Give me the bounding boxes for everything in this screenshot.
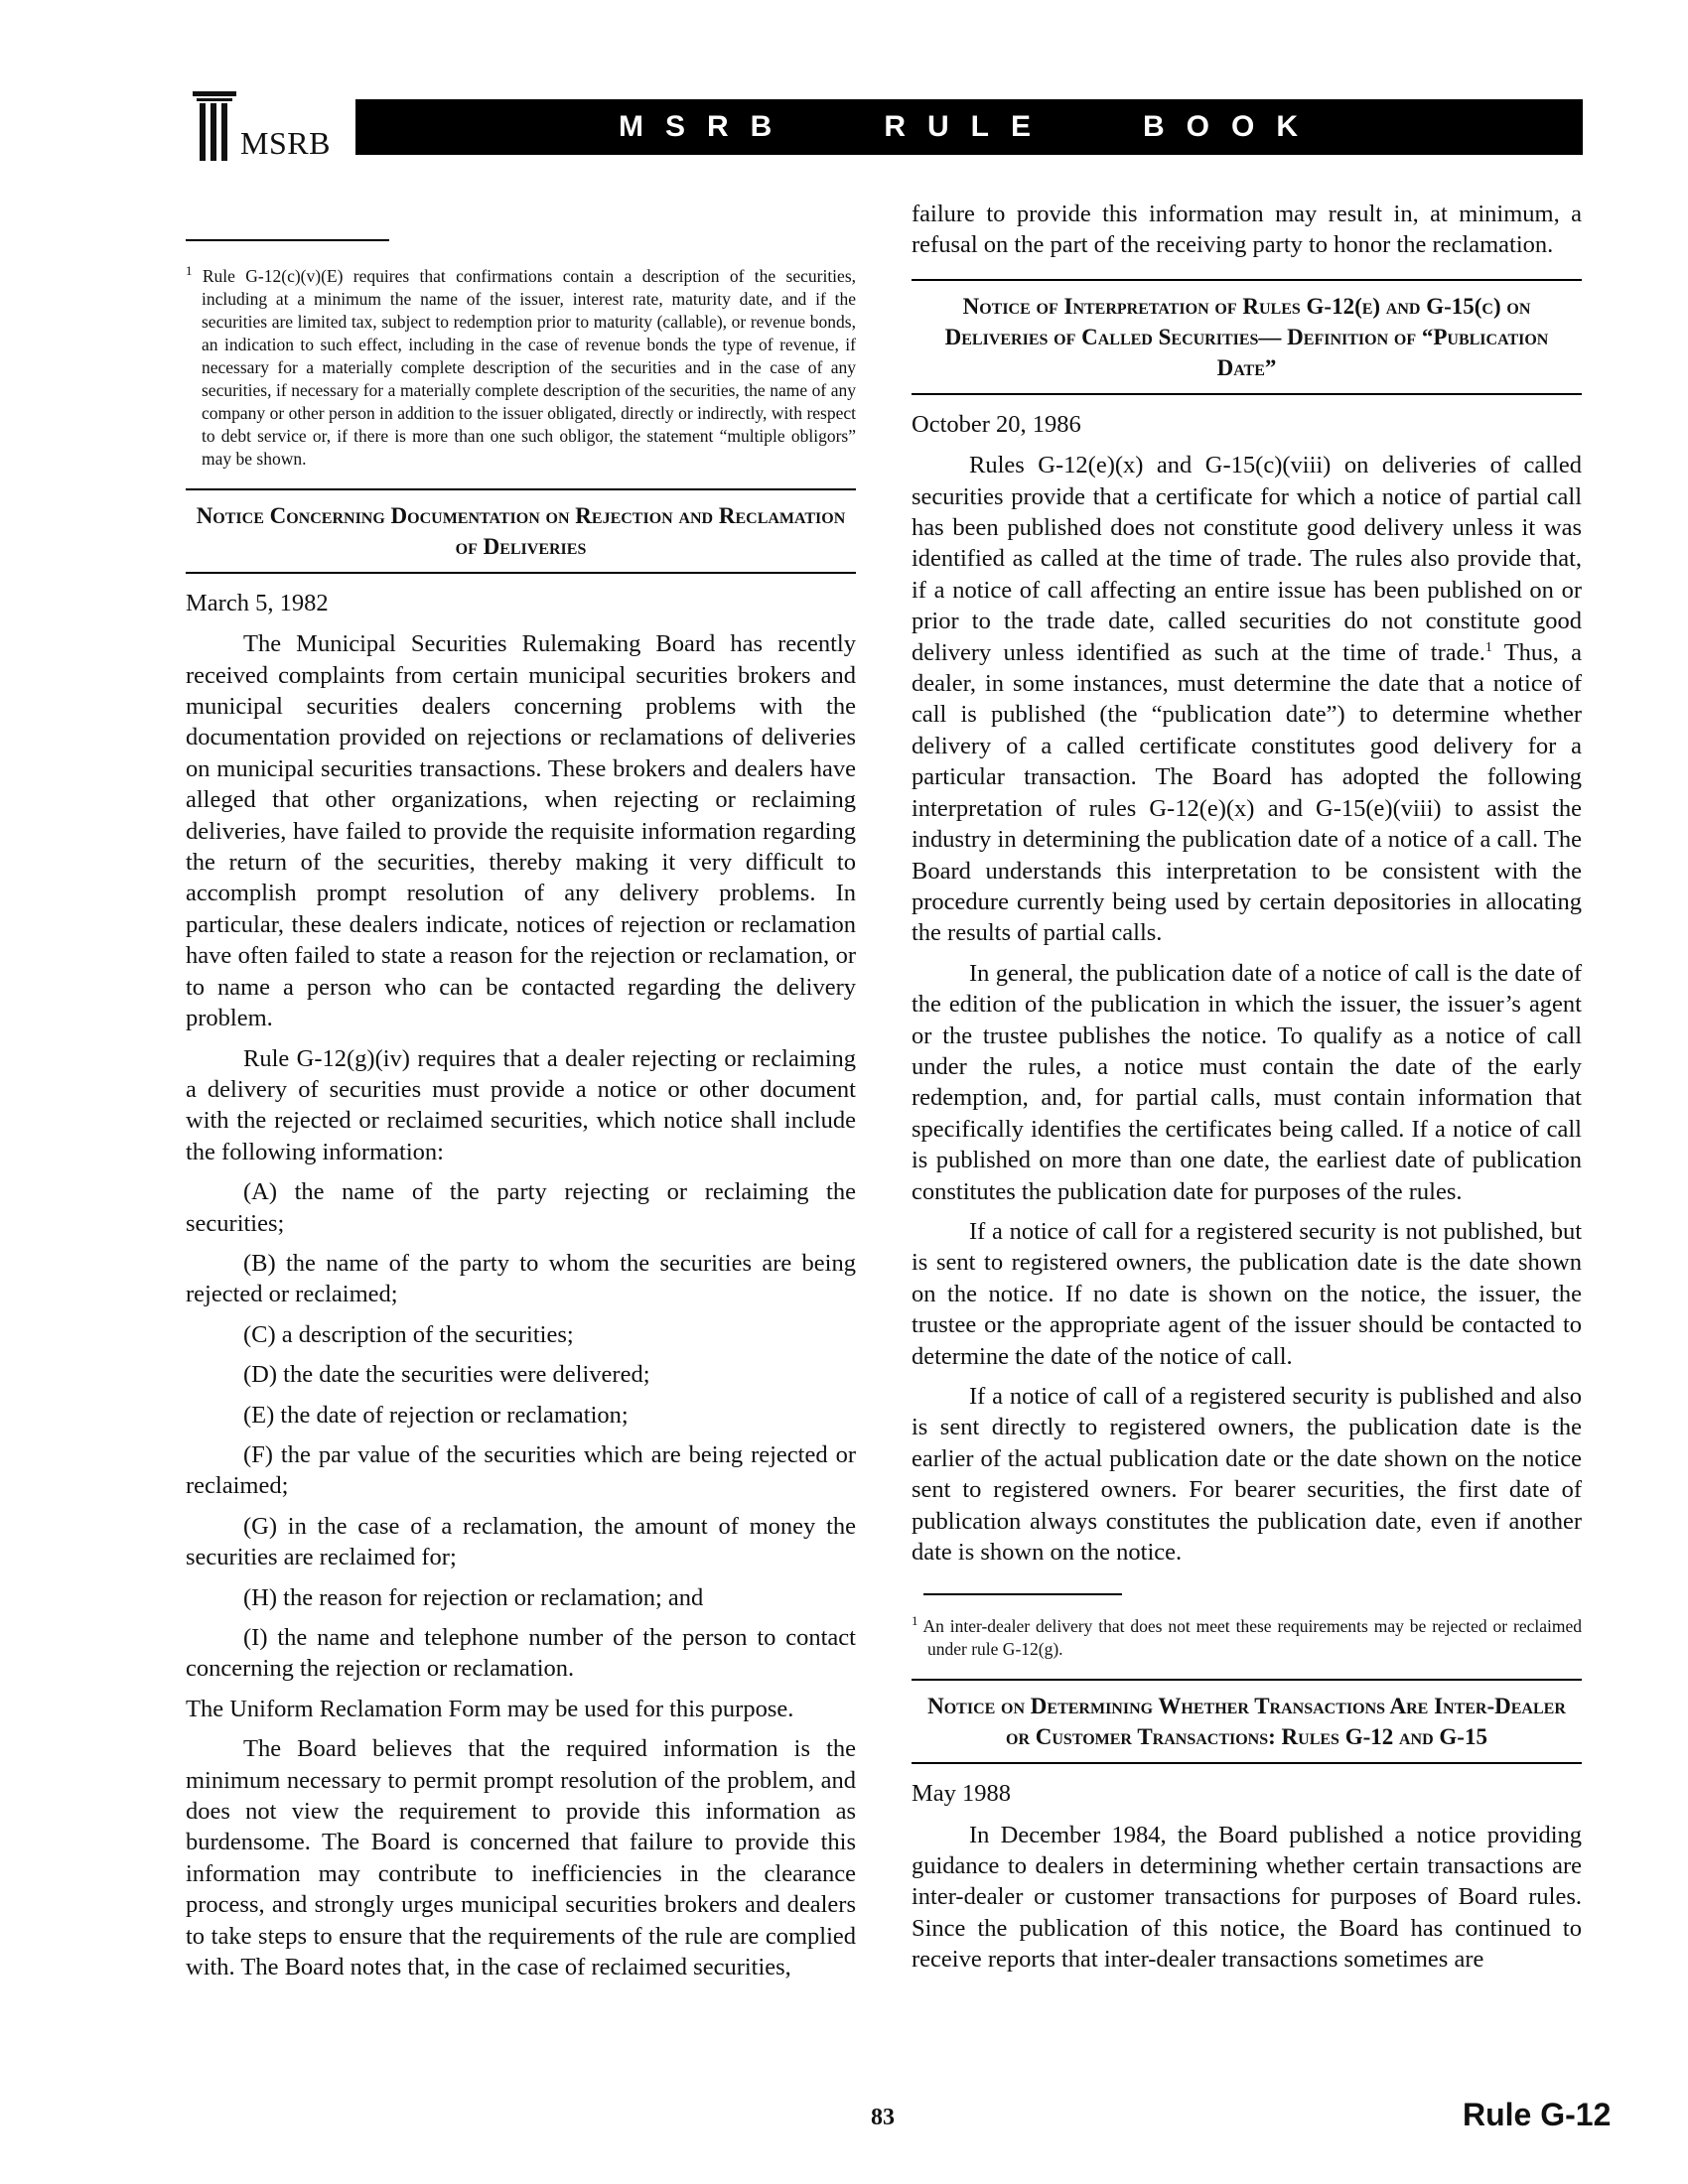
section-date: October 20, 1986 [912, 410, 1081, 438]
list-item: (H) the reason for rejection or reclamation; and [243, 1583, 704, 1611]
list-item: (D) the date the securities were delivered; [243, 1361, 650, 1389]
paragraph: Rule G-12(g)(iv) requires that a dealer rejecting or reclaiming a delivery of securities must provide a notice or other document with the rejected or reclaimed securities, which notice shall include the following information: [186, 1044, 856, 1165]
rule-label: Rule G-12 [1463, 2097, 1612, 2132]
footnote-text: Rule G-12(c)(v)(E) requires that confirmations contain a description of the securities, including at a minimum the name of the issuer, interest rate, maturity date, and if the securities are limited tax, subject to redemption prior to maturity (callable), or revenue bonds, an indication to such effect, including in the case of revenue bonds the type of revenue, if necessary for a materially complete description of the securities and in the case of any securities, if necessary for a materially complete description of the securities, the name of any company or other person in addition to the issuer obligated, directly or indirectly, with respect to debt service or, if there is more than one such obligor, the statement “multiple obligors” may be shown. [202, 265, 856, 469]
list-item: (B) the name of the party to whom the securities are being rejected or reclaimed; [186, 1249, 856, 1308]
footnote-text: An inter-dealer delivery that does not meet these requirements may be rejected or reclaimed under rule G-12(g). [922, 1616, 1582, 1660]
list-item: (E) the date of rejection or reclamation; [243, 1401, 629, 1429]
section-date: May 1988 [912, 1780, 1012, 1808]
paragraph-text: Thus, a dealer, in some instances, must determine the date that a notice of call is published (the “publication date”) to determine whether delivery of a called certificate constitutes good delivery for a particular transaction. The Board has adopted the following interpretation of rules G-12(e)(x) and G-15(e)(viii) to assist the industry in determining the publication date of a notice of a call. The Board understands this interpretation to be consistent with the procedure currently being used by certain depositories in allocating the results of partial calls. [912, 638, 1582, 947]
list-item: (I) the name and telephone number of the person to contact concerning the rejection or reclamation. [186, 1624, 856, 1683]
list-item: (F) the par value of the securities which are being rejected or reclaimed; [186, 1440, 856, 1500]
msrb-logo [191, 91, 350, 163]
paragraph: If a notice of call for a registered security is not published, but is sent to registered owners, the publication date is the date shown on the notice. If no date is shown on the notice, the issuer, the trustee or the appropriate agent of the issuer should be contacted to determine the date of the notice of call. [912, 1217, 1582, 1370]
list-item: (A) the name of the party rejecting or reclaiming the securities; [186, 1178, 856, 1237]
footnote-mark: 1 [186, 263, 193, 278]
paragraph: If a notice of call of a registered security is published and also is sent directly to registered owners, the publication date is the earlier of the actual publication date or the date shown on the notice sent to registered owners. For bearer securities, the first date of publication always constitutes the publication date, even if another date is shown on the notice. [912, 1383, 1582, 1567]
section-heading-rejection: Notice Concerning Documentation on Rejection and Reclamation of Deliveries [186, 488, 856, 574]
footnote-divider [923, 1593, 1122, 1595]
rule-book-banner: MSRB RULE BOOK [355, 99, 1583, 155]
paragraph: The Municipal Securities Rulemaking Board has recently received complaints from certain municipal securities brokers and municipal securities dealers concerning problems with the documentation provided on rejections or reclamations of deliveries on municipal securities transactions. These brokers and dealers have alleged that other organizations, when rejecting or reclaiming deliveries, have failed to provide the requisite information regarding the return of the securities, thereby making it very difficult to accomplish prompt resolution of any delivery problems. In particular, these dealers indicate, notices of rejection or reclamation have often failed to state a reason for the rejection or reclamation, or to name a person who can be contacted regarding the delivery problem. [186, 630, 856, 1032]
paragraph: failure to provide this information may result in, at minimum, a refusal on the part of the receiving party to honor the reclamation. [912, 201, 1582, 259]
paragraph [912, 450, 1582, 949]
list-item: (C) a description of the securities; [243, 1320, 574, 1348]
logo-text: MSRB [240, 125, 331, 161]
list-item: (G) in the case of a reclamation, the amount of money the securities are reclaimed for; [186, 1512, 856, 1571]
section-heading-inter-dealer: Notice on Determining Whether Transactions Are Inter-Dealer or Customer Transactions: Rules G-12 and G-15 [912, 1679, 1582, 1764]
right-column [912, 199, 1582, 1976]
footnote-mark: 1 [912, 1613, 918, 1629]
footnote-reference: 1 [1484, 639, 1492, 655]
column-icon [191, 91, 238, 163]
section-date: March 5, 1982 [186, 589, 329, 616]
paragraph-text: Rules G-12(e)(x) and G-15(c)(viii) on deliveries of called securities provide that a certificate for which a notice of partial call has been published does not constitute good delivery unless it was identified as called at the time of trade. The rules also provide that, if a notice of call affecting an entire issue has been published on or prior to the trade date, called securities do not constitute good delivery unless identified as such at the time of trade. [912, 452, 1582, 666]
page-number: 83 [871, 2105, 895, 2130]
paragraph: In general, the publication date of a notice of call is the date of the edition of the publication in which the issuer, the issuer’s agent or the trustee publishes the notice. To qualify as a notice of call under the rules, a notice must contain the date of the early redemption, and, for partial calls, must contain information that specifically identifies the certificates being called. If a notice of call is published on more than one date, the earliest date of publication constitutes the publication date for purposes of the rules. [912, 959, 1582, 1205]
paragraph: The Board believes that the required information is the minimum necessary to permit prompt resolution of the problem, and does not view the requirement to provide this information as burdensome. The Board is concerned that failure to provide this information may contribute to inefficiencies in the clearance process, and strongly urges municipal securities brokers and dealers to take steps to ensure that the requirements of the rule are complied with. The Board notes that, in the case of reclaimed securities, [186, 1735, 856, 1981]
paragraph: In December 1984, the Board published a notice providing guidance to dealers in determining whether certain transactions are inter-dealer or customer transactions for purposes of Board rules. Since the publication of this notice, the Board has continued to receive reports that inter-dealer transactions sometimes are [912, 1821, 1582, 1974]
left-column [186, 204, 856, 1982]
footnote-1 [912, 1609, 1582, 1661]
footnote-1 [186, 259, 856, 471]
paragraph: The Uniform Reclamation Form may be used for this purpose. [186, 1695, 794, 1722]
section-heading-publication-date: Notice of Interpretation of Rules G-12(e) and G-15(c) on Deliveries of Called Securities— Definition of “Publication Date” [912, 279, 1582, 395]
footnote-divider [186, 239, 389, 241]
